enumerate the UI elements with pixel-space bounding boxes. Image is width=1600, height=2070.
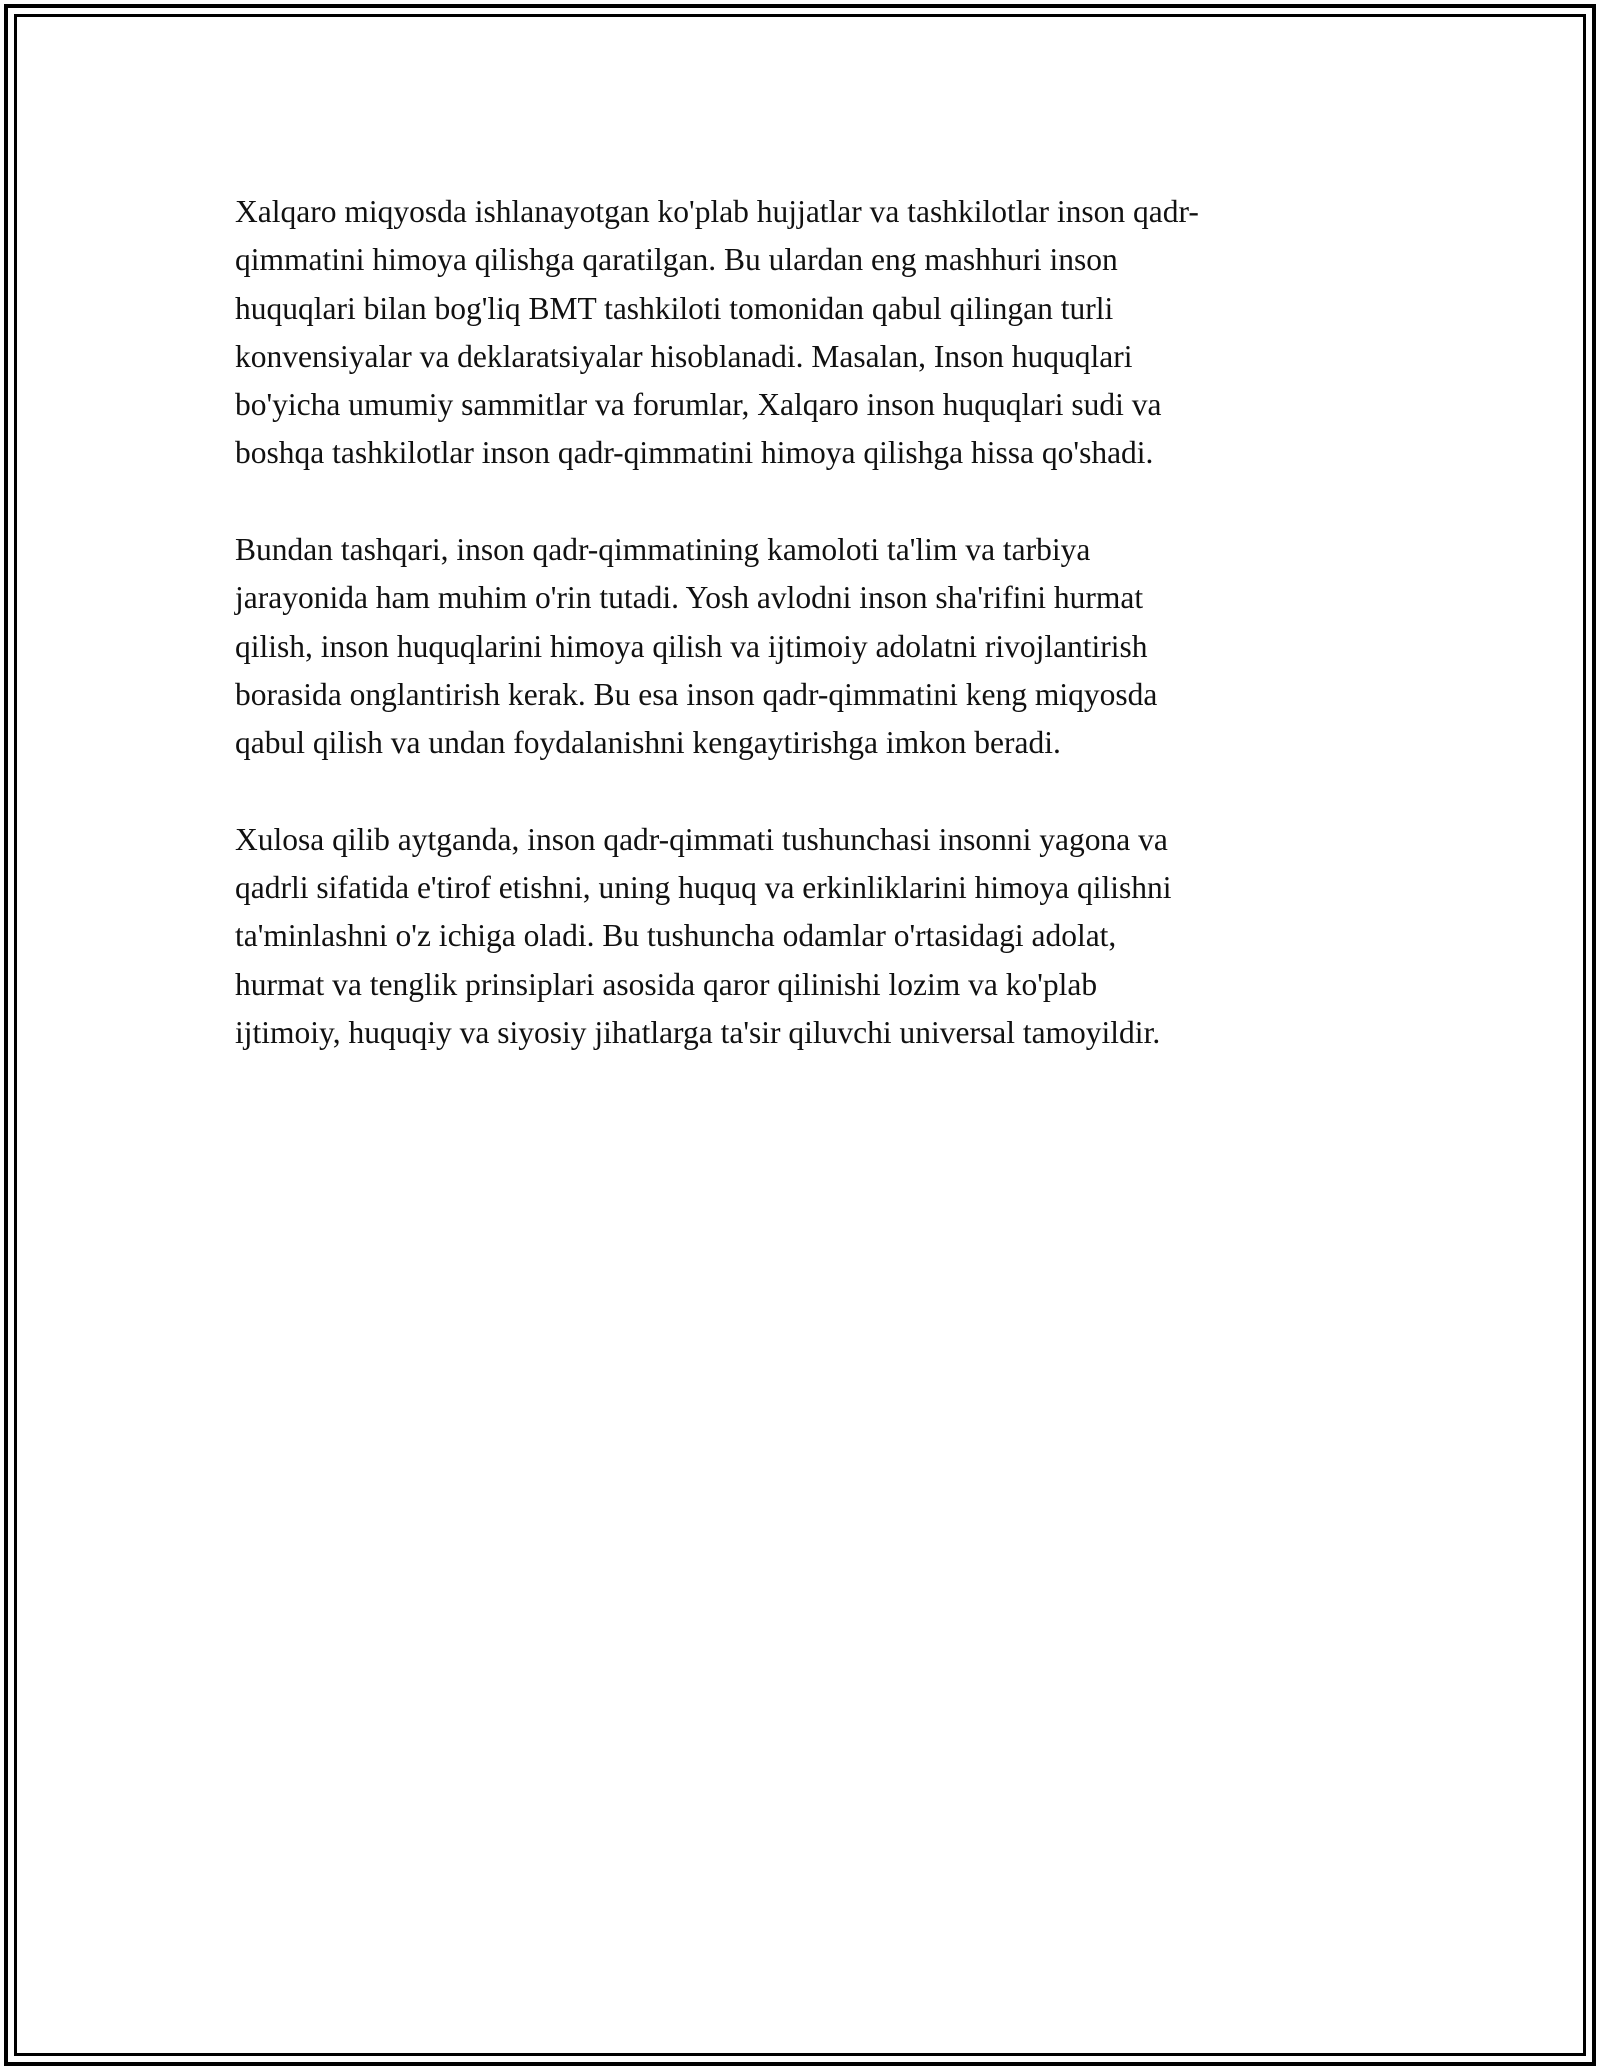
text-line: qimmatini himoya qilishga qaratilgan. Bu ulardan eng mashhuri inson <box>235 242 1118 278</box>
document-body <box>235 188 1375 1106</box>
text-line: ta'minlashni o'z ichiga oladi. Bu tushuncha odamlar o'rtasidagi adolat, <box>235 918 1117 954</box>
text-line: hurmat va tenglik prinsiplari asosida qaror qilinishi lozim va ko'plab <box>235 966 1098 1002</box>
text-line: Bundan tashqari, inson qadr-qimmatining kamoloti ta'lim va tarbiya <box>235 532 1091 568</box>
text-line: huquqlari bilan bog'liq BMT tashkiloti tomonidan qabul qilingan turli <box>235 290 1114 326</box>
text-line: Xulosa qilib aytganda, inson qadr-qimmati tushunchasi insonni yagona va <box>235 821 1168 857</box>
paragraph-2 <box>235 526 1375 767</box>
text-line: Xalqaro miqyosda ishlanayotgan ko'plab hujjatlar va tashkilotlar inson qadr- <box>235 194 1199 229</box>
text-line: bo'yicha umumiy sammitlar va forumlar, Xalqaro inson huquqlari sudi va <box>235 387 1162 423</box>
paragraph-1 <box>235 188 1375 478</box>
text-line: qilish, inson huquqlarini himoya qilish va ijtimoiy adolatni rivojlantirish <box>235 628 1148 664</box>
paragraph-3 <box>235 816 1375 1057</box>
text-line: borasida onglantirish kerak. Bu esa inson qadr-qimmatini keng miqyosda <box>235 676 1158 712</box>
text-line: qadrli sifatida e'tirof etishni, uning huquq va erkinliklarini himoya qilishni <box>235 870 1172 906</box>
text-line: ijtimoiy, huquqiy va siyosiy jihatlarga ta'sir qiluvchi universal tamoyildir. <box>235 1015 1161 1051</box>
text-line: boshqa tashkilotlar inson qadr-qimmatini himoya qilishga hissa qo'shadi. <box>235 435 1154 471</box>
text-line: jarayonida ham muhim o'rin tutadi. Yosh avlodni inson sha'rifini hurmat <box>235 580 1144 616</box>
text-line: qabul qilish va undan foydalanishni kengaytirishga imkon beradi. <box>235 725 1061 761</box>
text-line: konvensiyalar va deklaratsiyalar hisoblanadi. Masalan, Inson huquqlari <box>235 338 1133 374</box>
